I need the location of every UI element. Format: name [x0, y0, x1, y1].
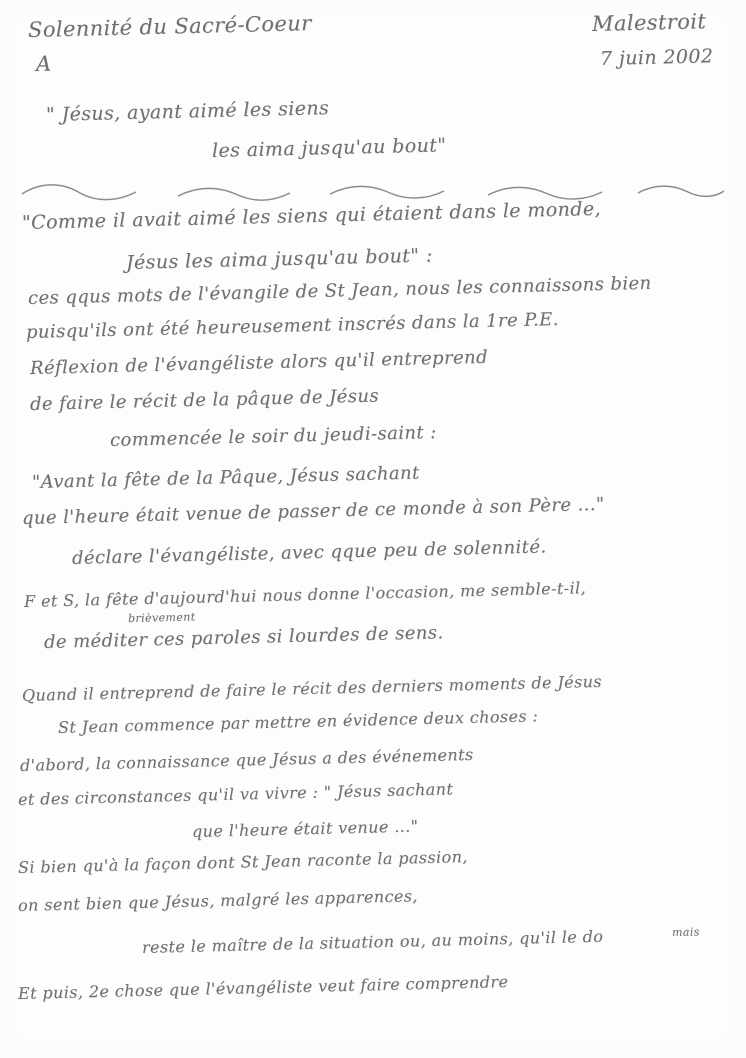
page-subtitle: A: [35, 51, 52, 76]
body-line-5: Réflexion de l'évangéliste alors qu'il entreprend: [29, 346, 489, 379]
body-line-9: que l'heure était venue de passer de ce monde à son Père ...": [21, 493, 605, 529]
squiggle-divider: [18, 178, 728, 204]
epigraph-line-1: " Jésus, ayant aimé les siens: [45, 97, 330, 126]
body-line-10: déclare l'évangéliste, avec qque peu de solennité.: [71, 536, 547, 569]
body-line-4: puisqu'ils ont été heureusement inscrés dans la 1re P.E.: [25, 308, 560, 343]
body-line-13: Quand il entreprend de faire le récit des derniers moments de Jésus: [21, 671, 603, 705]
body-line-21: Et puis, 2e chose que l'évangéliste veut faire comprendre: [17, 972, 509, 1003]
body-line-2: Jésus les aima jusqu'au bout" :: [125, 244, 433, 274]
body-line-7: commencée le soir du jeudi-saint :: [109, 422, 437, 451]
place-label: Malestroit: [591, 9, 707, 36]
epigraph-line-2: les aima jusqu'au bout": [211, 134, 447, 162]
body-line-1: "Comme il avait aimé les siens qui étaient dans le monde,: [21, 197, 602, 234]
body-line-15: d'abord, la connaissance que Jésus a des événements: [19, 744, 474, 775]
interlinear-note-mais: mais: [671, 925, 700, 939]
body-line-16: et des circonstances qu'il va vivre : " Jésus sachant: [17, 779, 454, 809]
page-title: Solennité du Sacré-Coeur: [27, 11, 312, 42]
body-line-19: on sent bien que Jésus, malgré les apparences,: [17, 886, 419, 915]
body-line-18: Si bien qu'à la façon dont St Jean raconte la passion,: [17, 847, 468, 877]
body-line-12: de méditer ces paroles si lourdes de sens.: [43, 622, 444, 653]
body-line-14: St Jean commence par mettre en évidence deux choses :: [57, 706, 539, 737]
body-line-11: F et S, la fête d'aujourd'hui nous donne l'occasion, me semble-t-il,: [23, 578, 587, 611]
date-label: 7 juin 2002: [599, 45, 714, 70]
body-line-3: ces qqus mots de l'évangile de St Jean, nous les connaissons bien: [27, 272, 652, 309]
body-line-8: "Avant la fête de la Pâque, Jésus sachant: [31, 462, 420, 493]
body-line-20: reste le maître de la situation ou, au moins, qu'il le do: [141, 926, 604, 957]
body-line-17: que l'heure était venue ...": [191, 816, 419, 841]
interlinear-note-brievement: brièvement: [127, 610, 196, 625]
body-line-6: de faire le récit de la pâque de Jésus: [29, 385, 380, 415]
